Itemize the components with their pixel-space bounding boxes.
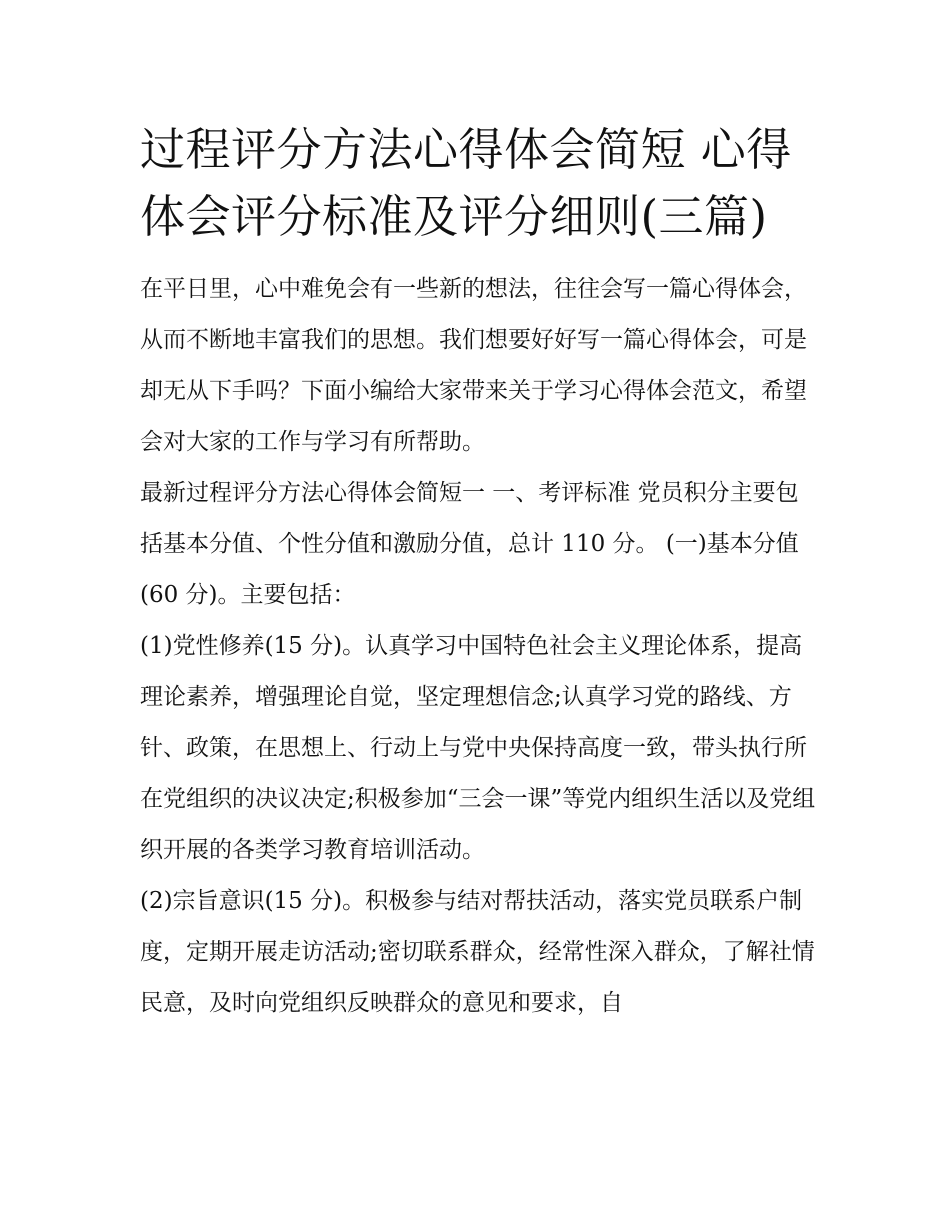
party-spirit-paragraph: (1)党性修养(15 分)。认真学习中国特色社会主义理论体系，提高理论素养，增强理论自觉，坚定理想信念;认真学习党的路线、方针、政策，在思想上、行动上与党中央保持高度一致，带头执行所在党组织的决议决定;积极参加“三会一课”等党内组织生活以及党组织开展的各类学习教育培训活动。 [140,633,816,863]
document-title: 过程评分方法心得体会简短 心得体会评分标准及评分细则(三篇) [140,123,792,243]
evaluation-standard-paragraph: 最新过程评分方法心得体会简短一 一、考评标准 党员积分主要包括基本分值、个性分值和激励分值，总计 110 分。 (一)基本分值(60 分)。主要包括： [140,480,799,608]
intro-paragraph: 在平日里，心中难免会有一些新的想法，往往会写一篇心得体会，从而不断地丰富我们的思想。我们想要好好写一篇心得体会，可是却无从下手吗？下面小编给大家带来关于学习心得体会范文，希望会对大家的工作与学习有所帮助。 [140,276,807,455]
purpose-awareness-paragraph: (2)宗旨意识(15 分)。积极参与结对帮扶活动，落实党员联系户制度，定期开展走访活动;密切联系群众，经常性深入群众，了解社情民意，及时向党组织反映群众的意见和要求，自 [140,888,815,1016]
document-page [140,116,816,1029]
